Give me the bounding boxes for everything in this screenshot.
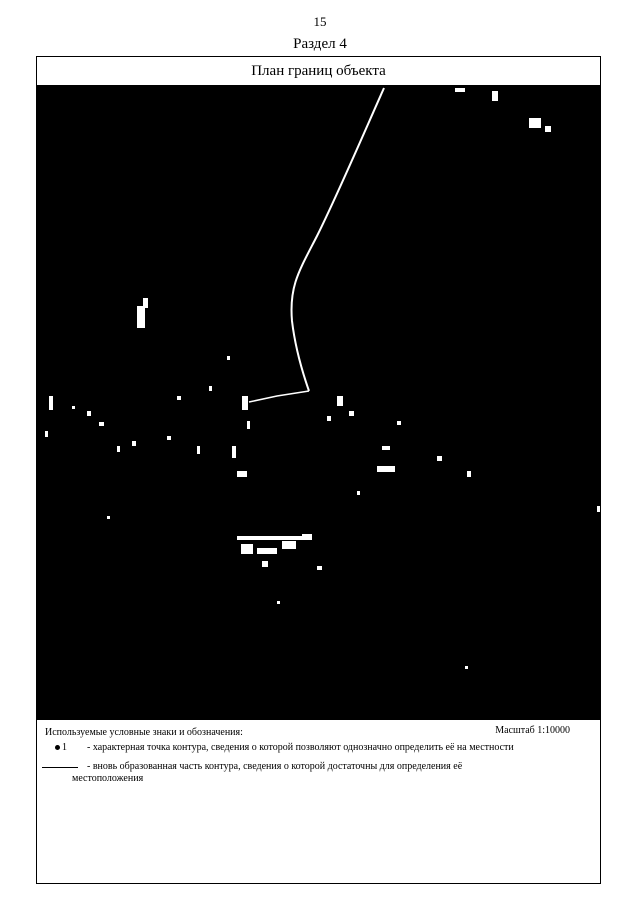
plan-frame (36, 56, 601, 884)
line-description (72, 761, 542, 785)
satellite-map (37, 86, 600, 720)
map-scale: Масштаб 1:10000 (495, 725, 570, 736)
point-symbol-icon (55, 745, 60, 750)
plan-title: План границ объекта (37, 57, 600, 86)
line-description-text-1: - вновь образованная часть контура, сведения о которой достаточны для определения её (87, 761, 463, 772)
map-image (37, 86, 600, 720)
line-description-text-2: местоположения (72, 773, 144, 784)
legend (37, 720, 600, 883)
page-number: 15 (313, 14, 327, 29)
legend-heading: Используемые условные знаки и обозначения: (45, 727, 243, 738)
section-title: Раздел 4 (293, 36, 347, 52)
point-description: - характерная точка контура, сведения о которой позволяют однозначно определить её на местности (87, 742, 514, 753)
point-symbol-number: 1 (62, 742, 67, 753)
